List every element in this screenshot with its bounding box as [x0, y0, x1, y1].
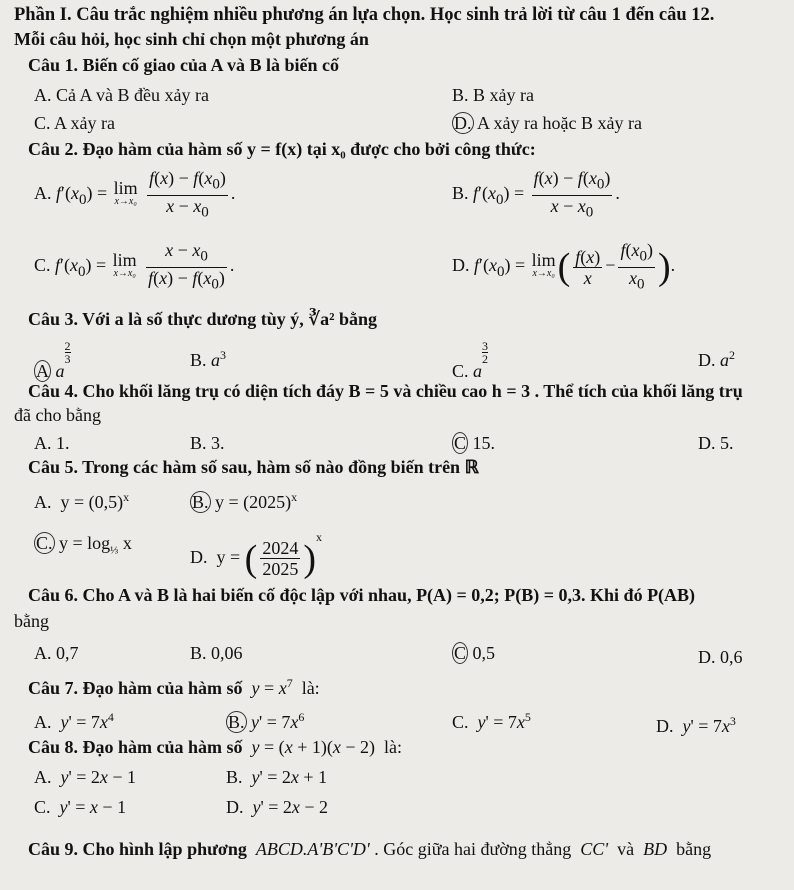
q8-option-a[interactable]: A. y' = 2x − 1 [34, 767, 137, 787]
q6-option-b[interactable]: B. 0,06 [190, 643, 243, 663]
part-title: Phần I. Câu trắc nghiệm nhiều phương án lựa chọn. Học sinh trả lời từ câu 1 đến câu 12. [14, 5, 715, 25]
q9-stem: Câu 9. Cho hình lập phương ABCD.A'B'C'D' . Góc giữa hai đường thẳng CC' và BD bằng [28, 839, 712, 859]
q6-option-d[interactable]: D. 0,6 [698, 647, 743, 667]
q1-option-b[interactable]: B. B xảy ra [452, 85, 534, 105]
selected-mark: C [454, 433, 467, 453]
q1-stem: Câu 1. Biến cố giao của A và B là biến cố [28, 55, 340, 75]
q4-stem-cont: đã cho bằng [14, 405, 101, 425]
q3-option-a[interactable]: A a $\frac{2}{3}$ [36, 339, 71, 381]
selected-mark: B. [228, 712, 245, 732]
q8-stem: Câu 8. Đạo hàm của hàm số y = (x + 1)(x − 2) là: [28, 737, 402, 757]
q2-option-a[interactable]: A. $f'(x_0) = \lim$ x→x₀ $\frac{f(x) - f(x_0)}{x - x_0}$ . [34, 168, 236, 221]
q3-option-b[interactable]: B. $a^3$ [190, 348, 227, 370]
selected-mark: D. [454, 113, 472, 133]
q4-option-d[interactable]: D. 5. [698, 433, 734, 453]
selected-mark: C [454, 643, 467, 663]
q7-option-a[interactable]: A. $y' = 7x^4$ [34, 710, 114, 732]
q4-option-a[interactable]: A. 1. [34, 433, 70, 453]
q6-option-a[interactable]: A. 0,7 [34, 643, 79, 663]
q4-option-b[interactable]: B. 3. [190, 433, 225, 453]
q4-stem: Câu 4. Cho khối lăng trụ có diện tích đáy B = 5 và chiều cao h = 3 . Thể tích của khối lăng trụ [28, 381, 743, 401]
part-subtitle: Mỗi câu hỏi, học sinh chỉ chọn một phương án [14, 29, 369, 49]
q7-stem: Câu 7. Đạo hàm của hàm số $y = x^7$ là: [28, 676, 320, 698]
q4-option-c[interactable]: C 15. [454, 433, 496, 453]
q7-option-c[interactable]: C. $y' = 7x^5$ [452, 710, 531, 732]
q5-option-a[interactable]: A. $y = (0,5)^x$ [34, 490, 130, 512]
selected-mark: B. [192, 492, 209, 512]
q2-option-d[interactable]: D. $f'(x_0) = \lim$ x→x₀ ( $\frac{f(x)}{x}$ − $\frac{f(x_0)}{x_0}$ ). [452, 240, 676, 293]
q5-option-d[interactable]: D. y = ( $\frac{2024}{2025}$ )$^x$ [190, 530, 322, 580]
q8-option-b[interactable]: B. y' = 2x + 1 [226, 767, 328, 787]
q8-option-c[interactable]: C. y' = x − 1 [34, 797, 127, 817]
selected-mark: C. [36, 533, 53, 553]
q3-option-c[interactable]: C. a $\frac{3}{2}$ [452, 339, 489, 381]
q8-option-d[interactable]: D. y' = 2x − 2 [226, 797, 329, 817]
q5-option-b[interactable]: B. $y = (2025)^x$ [192, 490, 298, 512]
q5-option-c[interactable]: C. $y = \log_{\frac{1}{3}} x$ [36, 533, 132, 557]
q7-option-d[interactable]: D. $y' = 7x^3$ [656, 714, 736, 736]
q1-option-a[interactable]: A. Cả A và B đều xảy ra [34, 85, 209, 105]
q2-option-c[interactable]: C. $f'(x_0) = \lim$ x→x₀ $\frac{x - x_0}{f(x) - f(x_0)}$ . [34, 240, 235, 293]
q2-option-b[interactable]: B. $f'(x_0)$ = $\frac{f(x) - f(x_0)}{x - x_0}$ . [452, 168, 620, 221]
q6-stem-cont: bằng [14, 611, 49, 631]
q6-option-c[interactable]: C 0,5 [454, 643, 496, 663]
q5-stem: Câu 5. Trong các hàm số sau, hàm số nào đồng biến trên ℝ [28, 457, 479, 477]
q7-option-b[interactable]: B. $y' = 7x^6$ [228, 710, 305, 732]
q1-option-c[interactable]: C. A xảy ra [34, 113, 115, 133]
q3-stem: Câu 3. Với a là số thực dương tùy ý, ∛a² bằng [28, 309, 377, 329]
q6-stem: Câu 6. Cho A và B là hai biến cố độc lập với nhau, P(A) = 0,2; P(B) = 0,3. Khi đó P(AB) [28, 585, 696, 605]
q1-option-d[interactable]: D. A xảy ra hoặc B xảy ra [454, 113, 642, 133]
q2-stem: Câu 2. Đạo hàm của hàm số y = f(x) tại x₀ được cho bởi công thức: [28, 139, 536, 159]
q3-option-d[interactable]: D. $a^2$ [698, 348, 735, 370]
selected-mark: A [36, 361, 49, 381]
